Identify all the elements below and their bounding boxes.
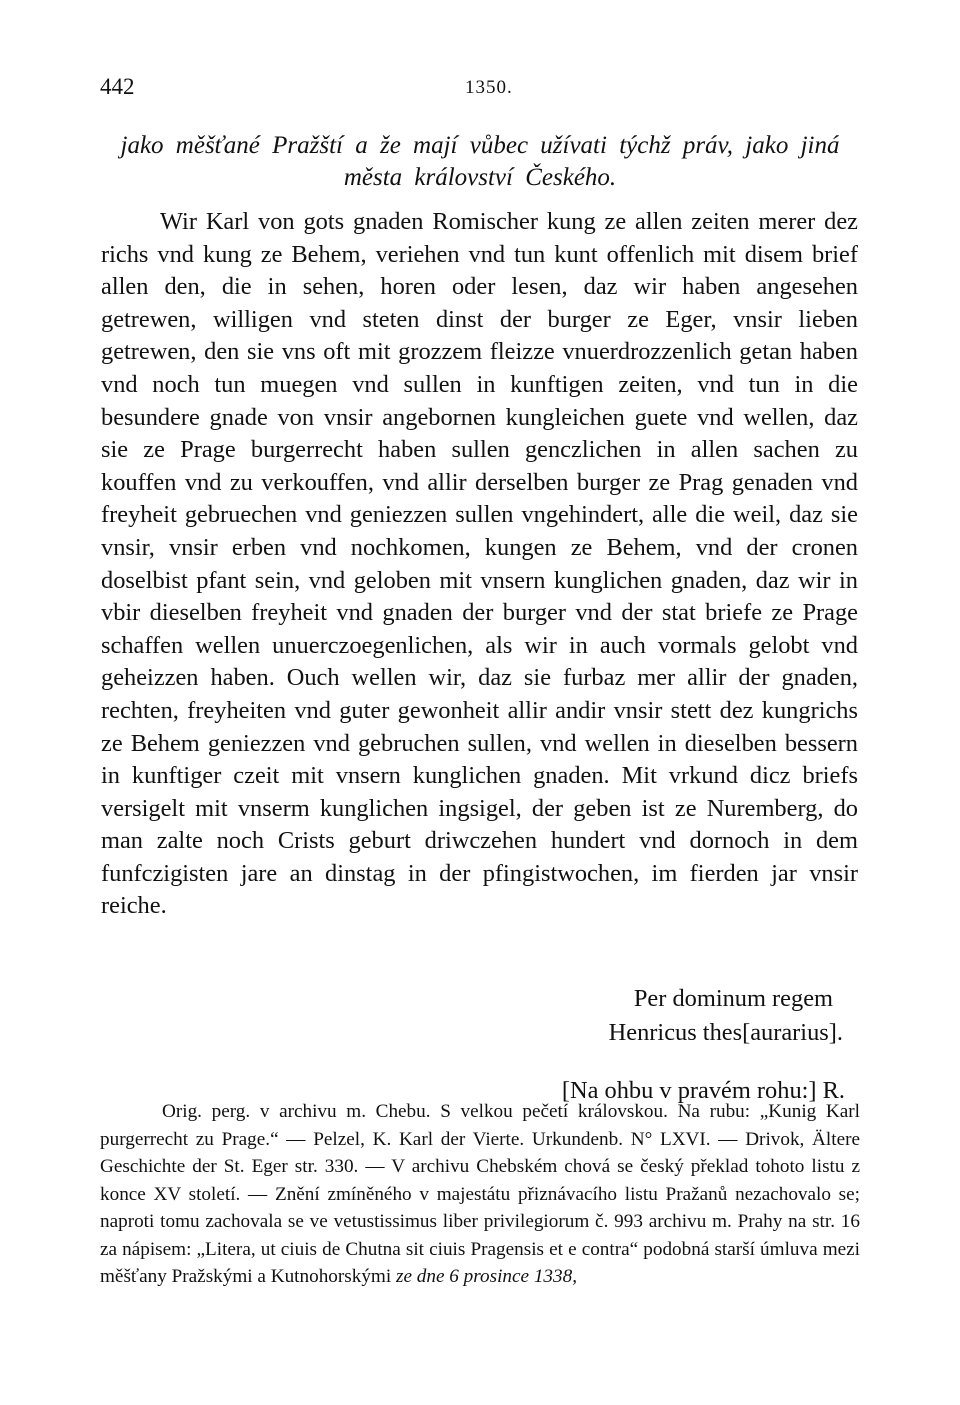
note-italic-date: ze dne 6 prosince 1338,: [395, 1266, 577, 1287]
editorial-note: [100, 1098, 860, 1291]
signature-block: [562, 982, 845, 1108]
heading-line-2: města království Českého.: [343, 164, 617, 191]
heading-line-1: jako měšťané Pražští a že mají vůbec užívati týchž práv, jako jiná: [120, 132, 840, 159]
signature-line-1: Per dominum regem: [633, 985, 833, 1012]
note-text: Orig. perg. v archivu m. Chebu. S velkou pečetí královskou. Na rubu: „Kunig Karl purgerrecht zu Prage.“ — Pelzel, K. Karl der Vierte. Urkundenb. N° LXVI. — Drivok, Ältere Geschichte der St. Eger str. 330. — V archivu Chebském chová se český překlad tohoto listu z konce XV století. — Znění zmíněného v majestátu přiznávacího listu Pražanů nezachovalo se; naproti tomu zachovala se ve vetustissimus liber privilegiorum č. 993 archivu m. Prahy na str. 16 za nápisem: „Litera, ut ciuis de Chutna sit ciuis Pragensis et e contra“ podobná starší úmluva mezi měšťany Pražskými a Kutnohorskými: [100, 1101, 860, 1287]
page-number: 442: [100, 74, 135, 99]
running-head: [100, 74, 860, 104]
document-year: 1350.: [465, 77, 513, 98]
charter-text: Wir Karl von gots gnaden Romischer kung ze allen zeiten merer dez richs vnd kung ze Behem, veriehen vnd tun kunt offenlich mit disem brief allen den, die in sehen, horen oder lesen, daz wir haben angesehen getrewen, willigen vnd steten dinst der burger ze Eger, vnsir lieben getrewen, den sie vns oft mit grozzem fleizze vnuerdrozzenlich getan haben vnd noch tun muegen vnd sullen in kunftigen zeiten, vnd tun in die besundere gnade von vnsir angebornen kungleichen guete vnd wellen, daz sie ze Prage burgerrecht haben sullen genczlichen in allen sachen zu kouffen vnd zu verkouffen, vnd allir derselben burger ze Prag genaden vnd freyheit gebruechen vnd geniezzen sullen vngehindert, alle die weil, daz sie vnsir, vnsir erben vnd nochkomen, kungen ze Behem, vnd der cronen doselbist pfant sein, vnd geloben mit vnsern kunglichen gnaden, daz wir in vbir dieselben freyheit vnd gnaden der burger vnd der stat briefe ze Prage schaffen wellen unuerczoegenlichen, als wir in auch vormals gelobt vnd geheizzen haben. Ouch wellen wir, daz sie furbaz mer allir der gnaden, rechten, freyheiten vnd guter gewonheit allir andir vnsir stett dez kungrichs ze Behem geniezzen vnd gebruchen sullen, vnd wellen in dieselben bessern in kunftiger czeit mit vnsern kunglichen gnaden. Mit vrkund dicz briefs versigelt mit vnserm kunglichen ingsigel, der geben ist ze Nuremberg, do man zalte noch Crists geburt driwczehen hundert vnd dornoch in dem funfczigisten jare an dinstag in der pfingistwochen, im fierden jar vnsir reiche.: [101, 208, 858, 920]
signature-line-2: Henricus thes[aurarius].: [608, 1019, 843, 1046]
document-heading: [100, 130, 860, 194]
signature-line-3: [Na ohbu v pravém rohu:] R.: [561, 1077, 845, 1104]
